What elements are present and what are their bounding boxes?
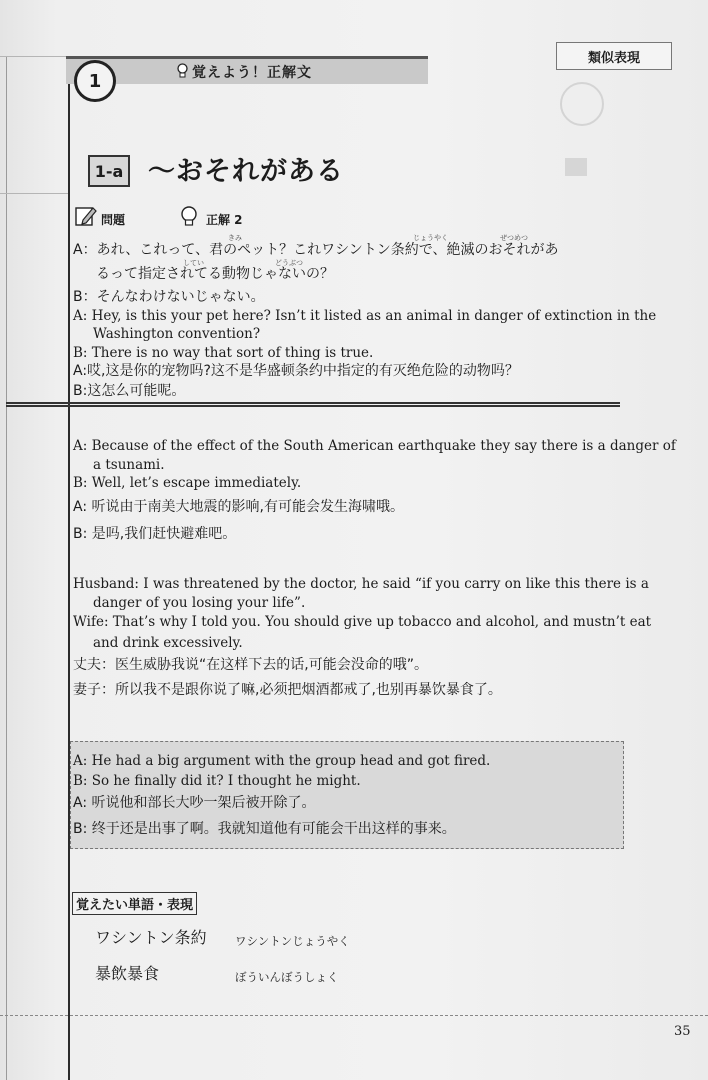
pencil-note-icon <box>75 205 97 227</box>
dialog-line: るって指定されてる動物じゃないの？ <box>96 266 334 282</box>
ruby-kimi: きみ <box>228 234 242 242</box>
dialog-line: Wife: That’s why I told you. You should give up tobacco and alcohol, and mustn’t eat <box>73 614 652 630</box>
ruby-jouyaku: じょうやく <box>413 234 448 242</box>
page-number: 35 <box>674 1024 691 1039</box>
vocab-reading: ワシントンじょうやく <box>235 934 350 948</box>
bleed-through-circle <box>560 82 604 126</box>
dialog-line: A: 听说他和部长大吵一架后被开除了。 <box>73 795 316 811</box>
margin-tick <box>0 193 68 194</box>
ruby-zetsumetsu: ぜつめつ <box>500 234 528 242</box>
margin-tick <box>0 56 68 57</box>
footer-dashed-line <box>0 1015 708 1016</box>
left-margin-line <box>6 56 7 1080</box>
header-title: 覚えよう！正解文 <box>192 65 312 81</box>
dialog-line: B: There is no way that sort of thing is true. <box>73 345 374 361</box>
dialog-line: A: 听说由于南美大地震的影响,有可能会发生海啸哦。 <box>73 499 404 515</box>
vocab-word: ワシントン条約 <box>95 928 207 947</box>
answer-label: 正解 2 <box>206 213 243 227</box>
lightbulb-icon <box>178 205 200 227</box>
dialog-line: A: He had a big argument with the group head and got fired. <box>73 753 491 769</box>
dialog-line: a tsunami. <box>93 457 165 473</box>
dialog-line: A: Because of the effect of the South American earthquake they say there is a danger of <box>73 438 676 454</box>
dialog-line: 丈夫：医生威胁我说“在这样下去的话,可能会没命的哦”。 <box>73 657 428 673</box>
vocab-reading: ぼういんぼうしょく <box>235 970 339 984</box>
dialog-line: B: Well, let’s escape immediately. <box>73 475 302 491</box>
dialog-line: Husband: I was threatened by the doctor, he said “if you carry on like this there is a <box>73 576 649 592</box>
question-label: 問題 <box>101 213 126 227</box>
dialog-line: B：そんなわけないじゃない。 <box>73 289 265 305</box>
dialog-line: A:哎,这是你的宠物吗?这不是华盛顿条约中指定的有灭绝危险的动物吗？ <box>73 363 519 379</box>
dialog-line: A：あれ、これって、君のペット？これワシントン条約で、絶滅のおそれがあ <box>73 242 559 258</box>
ruby-shitei: してい <box>183 259 204 267</box>
vocab-heading: 覚えたい単語・表現 <box>72 892 197 915</box>
dialog-line: 妻子：所以我不是跟你说了嘛,必须把烟酒都戒了,也别再暴饮暴食了。 <box>73 682 502 698</box>
dialog-line: B: 终于还是出事了啊。我就知道他有可能会干出这样的事来。 <box>73 821 456 837</box>
lightbulb-icon <box>176 63 189 78</box>
vocab-word: 暴飲暴食 <box>95 964 160 983</box>
category-tab: 類似表現 <box>556 42 672 70</box>
ruby-doubutsu: どうぶつ <box>275 259 303 267</box>
unit-number: 1 <box>74 60 116 102</box>
dialog-line: danger of you losing your life”. <box>93 595 306 611</box>
dialog-line: Washington convention? <box>93 326 261 342</box>
content-left-rule <box>68 56 70 1080</box>
dialog-line: B: So he finally did it? I thought he might. <box>73 773 361 789</box>
section-divider <box>6 402 620 407</box>
section-title: 〜おそれがある <box>148 156 344 187</box>
bleed-through-badge <box>565 158 587 176</box>
dialog-line: and drink excessively. <box>93 635 243 651</box>
section-badge: 1-a <box>88 155 130 187</box>
dialog-line: B:这怎么可能呢。 <box>73 383 186 399</box>
dialog-line: B: 是吗,我们赶快避难吧。 <box>73 526 237 542</box>
dialog-line: A: Hey, is this your pet here? Isn’t it listed as an animal in danger of extinction in the <box>73 308 657 324</box>
